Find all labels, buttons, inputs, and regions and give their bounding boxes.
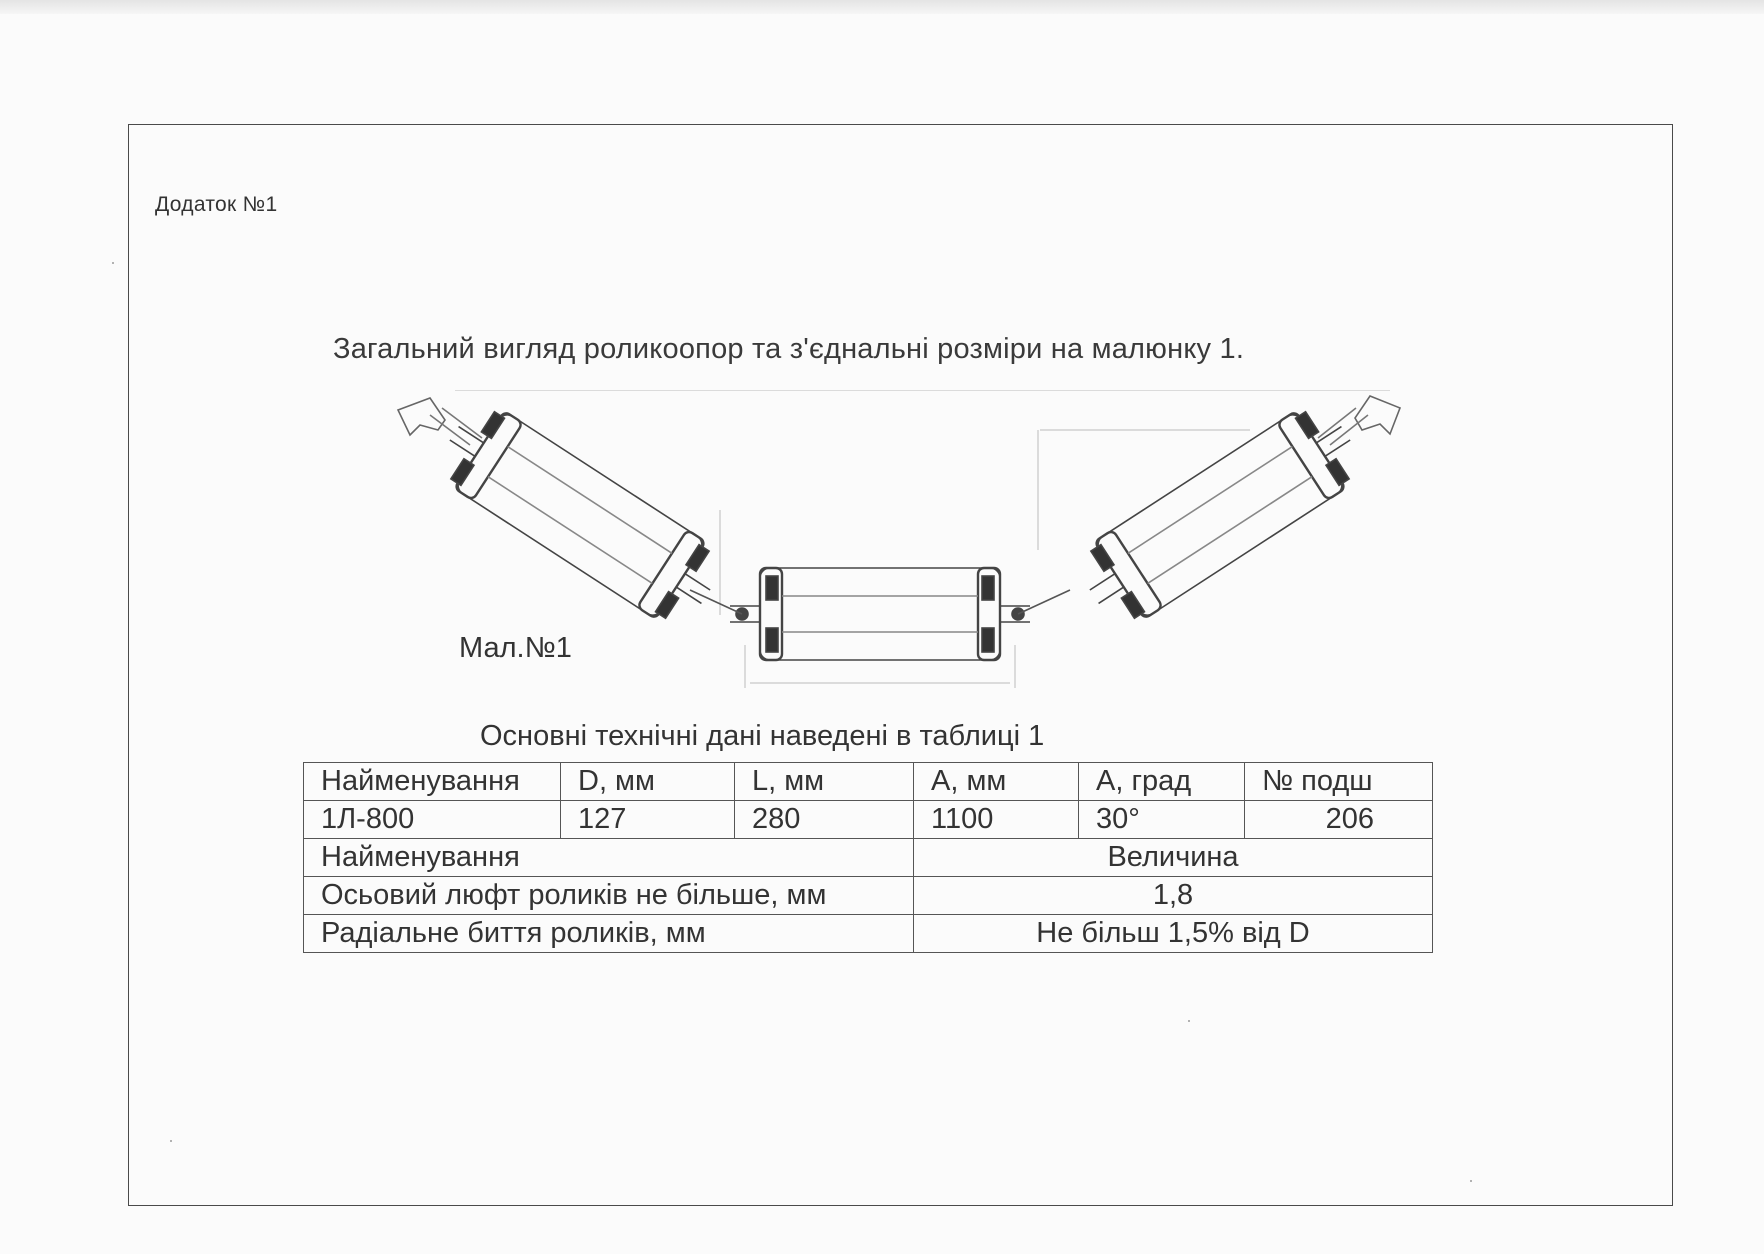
scan-edge	[0, 0, 1764, 14]
table-header-cell: Найменування	[304, 763, 561, 801]
scan-speck	[1188, 1020, 1190, 1022]
spec-table	[303, 762, 1433, 953]
document-headline: Загальний вигляд роликоопор та з'єднальні розміри на малюнку 1.	[333, 333, 1245, 365]
table-header-cell: L, мм	[735, 763, 914, 801]
table-row	[304, 801, 1433, 839]
table-header-cell: № подш	[1245, 763, 1433, 801]
appendix-label: Додаток №1	[155, 193, 278, 216]
figure-caption: Мал.№1	[459, 632, 572, 664]
params-header-row	[304, 839, 1433, 877]
params-header-name: Найменування	[304, 839, 914, 877]
params-row	[304, 877, 1433, 915]
param-value: 1,8	[914, 877, 1433, 915]
table-cell: 280	[735, 801, 914, 839]
scan-speck	[1470, 1180, 1472, 1182]
param-name: Осьовий люфт роликів не більше, мм	[304, 877, 914, 915]
scan-speck	[112, 262, 114, 264]
table-cell: 206	[1245, 801, 1433, 839]
table-header-row	[304, 763, 1433, 801]
table-header-cell: A, град	[1079, 763, 1245, 801]
table-caption: Основні технічні дані наведені в таблиці 1	[480, 720, 1045, 752]
table-cell: 1Л-800	[304, 801, 561, 839]
param-name: Радіальне биття роликів, мм	[304, 915, 914, 953]
params-row	[304, 915, 1433, 953]
param-value: Не більш 1,5% від D	[914, 915, 1433, 953]
table-header-cell: A, мм	[914, 763, 1079, 801]
params-header-value: Величина	[914, 839, 1433, 877]
scan-speck	[170, 1140, 172, 1142]
table-cell: 30°	[1079, 801, 1245, 839]
table-cell: 127	[561, 801, 735, 839]
table-header-cell: D, мм	[561, 763, 735, 801]
table-cell: 1100	[914, 801, 1079, 839]
